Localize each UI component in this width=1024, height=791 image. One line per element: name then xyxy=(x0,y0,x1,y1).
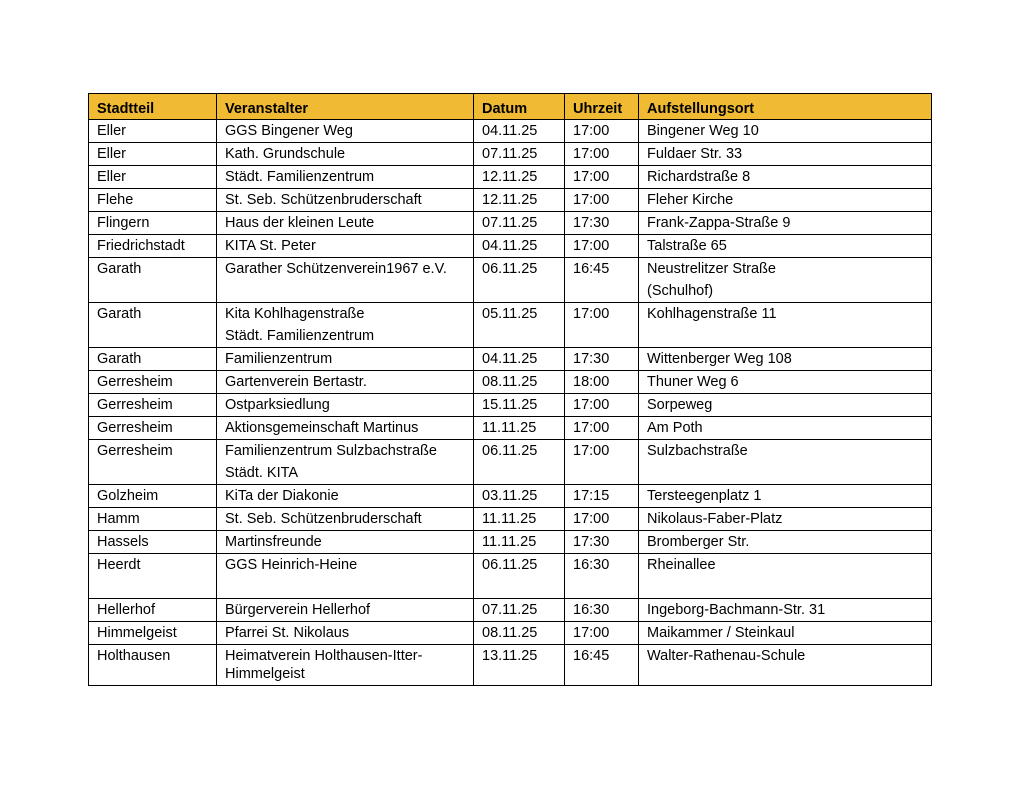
cell-datum: 04.11.25 xyxy=(474,235,565,258)
table-row xyxy=(89,645,932,686)
cell-aufstellungsort xyxy=(639,622,932,645)
cell-datum: 12.11.25 xyxy=(474,166,565,189)
martinsumzug-schedule-table xyxy=(88,93,932,686)
cell-aufstellungsort xyxy=(639,348,932,371)
cell-datum: 11.11.25 xyxy=(474,531,565,554)
cell-uhrzeit: 17:00 xyxy=(565,235,639,258)
cell-aufstellungsort-line: Maikammer / Steinkaul xyxy=(647,625,795,641)
cell-aufstellungsort xyxy=(639,371,932,394)
cell-aufstellungsort-line: Kohlhagenstraße 11 xyxy=(647,306,777,322)
cell-aufstellungsort-line: Frank-Zappa-Straße 9 xyxy=(647,215,791,231)
cell-datum: 06.11.25 xyxy=(474,554,565,599)
cell-uhrzeit: 16:45 xyxy=(565,258,639,303)
cell-aufstellungsort-line: Fuldaer Str. 33 xyxy=(647,146,743,162)
cell-aufstellungsort xyxy=(639,120,932,143)
cell-datum: 06.11.25 xyxy=(474,258,565,303)
table-row xyxy=(89,166,932,189)
cell-veranstalter-line: GGS Heinrich-Heine xyxy=(225,557,358,573)
table-row xyxy=(89,622,932,645)
cell-uhrzeit: 16:30 xyxy=(565,554,639,599)
cell-uhrzeit: 17:30 xyxy=(565,212,639,235)
cell-uhrzeit: 17:15 xyxy=(565,485,639,508)
cell-uhrzeit: 17:00 xyxy=(565,166,639,189)
cell-uhrzeit: 18:00 xyxy=(565,371,639,394)
table-row xyxy=(89,235,932,258)
cell-aufstellungsort xyxy=(639,440,932,485)
cell-aufstellungsort-line: Thuner Weg 6 xyxy=(647,374,739,390)
cell-uhrzeit: 17:00 xyxy=(565,189,639,212)
cell-veranstalter-line: Haus der kleinen Leute xyxy=(225,215,375,231)
cell-stadtteil: Hassels xyxy=(89,531,217,554)
table-row xyxy=(89,554,932,599)
cell-aufstellungsort xyxy=(639,235,932,258)
cell-veranstalter xyxy=(217,531,474,554)
cell-veranstalter-line: Ostparksiedlung xyxy=(225,397,330,413)
table-row xyxy=(89,417,932,440)
table-row xyxy=(89,485,932,508)
cell-veranstalter-line: Garather Schützenverein1967 e.V. xyxy=(225,261,447,277)
cell-stadtteil: Gerresheim xyxy=(89,417,217,440)
cell-veranstalter-line: Aktionsgemeinschaft Martinus xyxy=(225,420,419,436)
table-row xyxy=(89,394,932,417)
cell-veranstalter xyxy=(217,235,474,258)
cell-datum: 07.11.25 xyxy=(474,212,565,235)
header-aufstellungsort: Aufstellungsort xyxy=(639,94,932,120)
cell-aufstellungsort-line: Rheinallee xyxy=(647,557,716,573)
document-page xyxy=(88,93,931,686)
cell-aufstellungsort-line: Nikolaus-Faber-Platz xyxy=(647,511,783,527)
cell-veranstalter-line: Himmelgeist xyxy=(225,666,305,682)
cell-datum: 06.11.25 xyxy=(474,440,565,485)
cell-stadtteil: Himmelgeist xyxy=(89,622,217,645)
cell-stadtteil: Eller xyxy=(89,166,217,189)
table-row xyxy=(89,120,932,143)
cell-aufstellungsort xyxy=(639,554,932,599)
cell-veranstalter xyxy=(217,303,474,348)
table-row xyxy=(89,189,932,212)
cell-stadtteil: Gerresheim xyxy=(89,394,217,417)
cell-uhrzeit: 17:30 xyxy=(565,348,639,371)
cell-aufstellungsort xyxy=(639,303,932,348)
cell-aufstellungsort xyxy=(639,417,932,440)
cell-aufstellungsort-line: Fleher Kirche xyxy=(647,192,734,208)
cell-veranstalter-line: Heimatverein Holthausen-Itter- xyxy=(225,648,423,664)
cell-datum: 15.11.25 xyxy=(474,394,565,417)
cell-datum: 05.11.25 xyxy=(474,303,565,348)
table-row xyxy=(89,143,932,166)
cell-veranstalter-line: Städt. Familienzentrum xyxy=(225,328,375,344)
cell-uhrzeit: 16:30 xyxy=(565,599,639,622)
cell-veranstalter xyxy=(217,599,474,622)
cell-aufstellungsort-line: Bromberger Str. xyxy=(647,534,750,550)
cell-stadtteil: Gerresheim xyxy=(89,371,217,394)
header-stadtteil: Stadtteil xyxy=(89,94,217,120)
cell-datum: 04.11.25 xyxy=(474,120,565,143)
cell-stadtteil: Hellerhof xyxy=(89,599,217,622)
cell-uhrzeit: 17:00 xyxy=(565,394,639,417)
cell-stadtteil: Holthausen xyxy=(89,645,217,686)
cell-veranstalter-line: Städt. KITA xyxy=(225,465,299,481)
cell-aufstellungsort xyxy=(639,394,932,417)
cell-veranstalter-line: KITA St. Peter xyxy=(225,238,316,254)
cell-veranstalter xyxy=(217,348,474,371)
cell-datum: 08.11.25 xyxy=(474,371,565,394)
cell-datum: 11.11.25 xyxy=(474,508,565,531)
cell-stadtteil: Garath xyxy=(89,303,217,348)
cell-uhrzeit: 17:00 xyxy=(565,303,639,348)
cell-datum: 08.11.25 xyxy=(474,622,565,645)
cell-veranstalter xyxy=(217,622,474,645)
cell-stadtteil: Eller xyxy=(89,120,217,143)
cell-veranstalter-line: Städt. Familienzentrum xyxy=(225,169,375,185)
cell-veranstalter xyxy=(217,554,474,599)
cell-veranstalter xyxy=(217,258,474,303)
cell-veranstalter-line: St. Seb. Schützenbruderschaft xyxy=(225,192,422,208)
cell-uhrzeit: 17:00 xyxy=(565,440,639,485)
table-row xyxy=(89,348,932,371)
cell-veranstalter-line: Bürgerverein Hellerhof xyxy=(225,602,371,618)
table-row xyxy=(89,440,932,485)
cell-aufstellungsort-line: Sulzbachstraße xyxy=(647,443,748,459)
table-row xyxy=(89,258,932,303)
cell-datum: 04.11.25 xyxy=(474,348,565,371)
cell-veranstalter xyxy=(217,166,474,189)
cell-aufstellungsort-line: Ingeborg-Bachmann-Str. 31 xyxy=(647,602,826,618)
cell-veranstalter-line: Kita Kohlhagenstraße xyxy=(225,306,365,322)
cell-veranstalter-line: KiTa der Diakonie xyxy=(225,488,339,504)
cell-aufstellungsort xyxy=(639,599,932,622)
cell-veranstalter xyxy=(217,417,474,440)
cell-aufstellungsort-line: Neustrelitzer Straße xyxy=(647,261,776,277)
header-veranstalter: Veranstalter xyxy=(217,94,474,120)
cell-datum: 11.11.25 xyxy=(474,417,565,440)
cell-stadtteil: Garath xyxy=(89,348,217,371)
cell-uhrzeit: 17:00 xyxy=(565,143,639,166)
cell-stadtteil: Golzheim xyxy=(89,485,217,508)
table-row xyxy=(89,508,932,531)
table-row xyxy=(89,599,932,622)
cell-uhrzeit: 16:45 xyxy=(565,645,639,686)
cell-aufstellungsort-line: Bingener Weg 10 xyxy=(647,123,759,139)
cell-veranstalter-line: Martinsfreunde xyxy=(225,534,322,550)
table-header-row xyxy=(89,94,932,120)
cell-aufstellungsort xyxy=(639,508,932,531)
cell-aufstellungsort-line: Am Poth xyxy=(647,420,703,436)
cell-veranstalter xyxy=(217,645,474,686)
cell-veranstalter xyxy=(217,485,474,508)
cell-uhrzeit: 17:00 xyxy=(565,417,639,440)
cell-stadtteil: Garath xyxy=(89,258,217,303)
cell-uhrzeit: 17:00 xyxy=(565,508,639,531)
cell-aufstellungsort xyxy=(639,531,932,554)
cell-datum: 07.11.25 xyxy=(474,599,565,622)
cell-aufstellungsort xyxy=(639,212,932,235)
cell-aufstellungsort-line: Sorpeweg xyxy=(647,397,713,413)
table-row xyxy=(89,371,932,394)
cell-aufstellungsort xyxy=(639,189,932,212)
cell-veranstalter xyxy=(217,143,474,166)
cell-aufstellungsort-line: Talstraße 65 xyxy=(647,238,727,254)
cell-veranstalter xyxy=(217,212,474,235)
cell-veranstalter-line: Pfarrei St. Nikolaus xyxy=(225,625,350,641)
cell-aufstellungsort xyxy=(639,645,932,686)
table-row xyxy=(89,303,932,348)
cell-veranstalter-line: GGS Bingener Weg xyxy=(225,123,353,139)
header-uhrzeit: Uhrzeit xyxy=(565,94,639,120)
cell-stadtteil: Gerresheim xyxy=(89,440,217,485)
cell-veranstalter-line: St. Seb. Schützenbruderschaft xyxy=(225,511,422,527)
cell-uhrzeit: 17:30 xyxy=(565,531,639,554)
cell-veranstalter-line: Kath. Grundschule xyxy=(225,146,346,162)
cell-stadtteil: Flehe xyxy=(89,189,217,212)
cell-datum: 03.11.25 xyxy=(474,485,565,508)
cell-stadtteil: Hamm xyxy=(89,508,217,531)
cell-aufstellungsort-line: Wittenberger Weg 108 xyxy=(647,351,792,367)
cell-uhrzeit: 17:00 xyxy=(565,622,639,645)
cell-veranstalter xyxy=(217,440,474,485)
cell-aufstellungsort-line: Walter-Rathenau-Schule xyxy=(647,648,806,664)
cell-veranstalter xyxy=(217,371,474,394)
cell-veranstalter xyxy=(217,189,474,212)
cell-stadtteil: Friedrichstadt xyxy=(89,235,217,258)
cell-aufstellungsort xyxy=(639,143,932,166)
cell-aufstellungsort-line: Richardstraße 8 xyxy=(647,169,751,185)
cell-datum: 13.11.25 xyxy=(474,645,565,686)
cell-stadtteil: Heerdt xyxy=(89,554,217,599)
cell-veranstalter-line: Familienzentrum Sulzbachstraße xyxy=(225,443,437,459)
cell-datum: 07.11.25 xyxy=(474,143,565,166)
table-row xyxy=(89,531,932,554)
cell-stadtteil: Eller xyxy=(89,143,217,166)
cell-datum: 12.11.25 xyxy=(474,189,565,212)
cell-aufstellungsort-line: Tersteegenplatz 1 xyxy=(647,488,762,504)
table-row xyxy=(89,212,932,235)
cell-veranstalter xyxy=(217,120,474,143)
cell-veranstalter xyxy=(217,508,474,531)
table-body xyxy=(89,120,932,686)
cell-stadtteil: Flingern xyxy=(89,212,217,235)
cell-aufstellungsort xyxy=(639,166,932,189)
header-datum: Datum xyxy=(474,94,565,120)
cell-veranstalter xyxy=(217,394,474,417)
cell-veranstalter-line: Gartenverein Bertastr. xyxy=(225,374,367,390)
cell-uhrzeit: 17:00 xyxy=(565,120,639,143)
cell-aufstellungsort xyxy=(639,258,932,303)
cell-aufstellungsort xyxy=(639,485,932,508)
cell-aufstellungsort-line: (Schulhof) xyxy=(647,283,714,299)
cell-veranstalter-line: Familienzentrum xyxy=(225,351,333,367)
